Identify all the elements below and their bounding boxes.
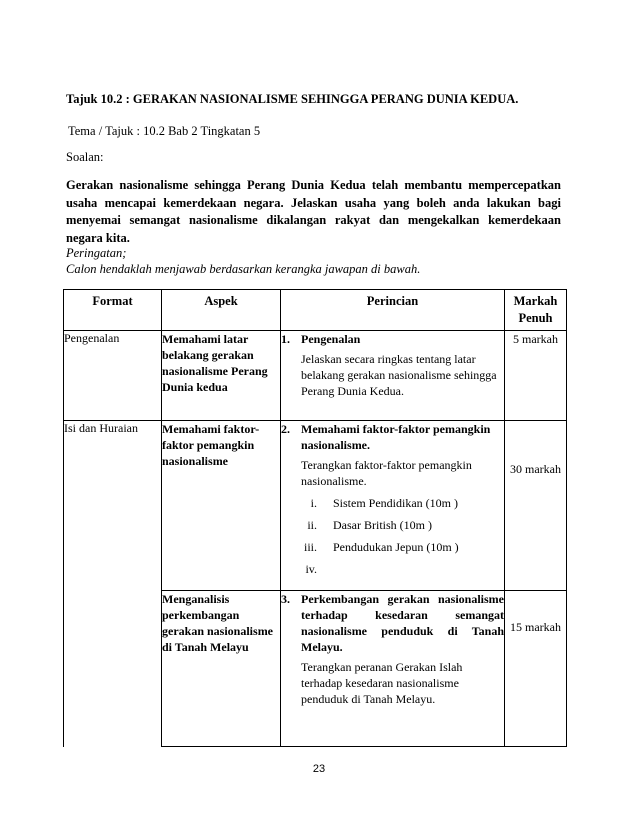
question-line: menyemai semangat nasionalisme dikalangan rakyat dan mengekalkan kemerdekaan	[66, 213, 561, 227]
heading-text: Perkembangan gerakan nasionalisme terhadap kesedaran semangat nasionalisme penduduk di Tanah Melayu.	[301, 592, 504, 654]
markah-cell: 30 markah	[505, 421, 567, 591]
question-label: Soalan:	[66, 150, 104, 164]
warning-label: Peringatan;	[66, 246, 127, 260]
topic-title: Tajuk 10.2 : GERAKAN NASIONALISME SEHINGGA PERANG DUNIA KEDUA.	[66, 92, 519, 106]
header-format: Format	[64, 290, 162, 331]
aspek-cell: Menganalisis perkembangan gerakan nasionalisme di Tanah Melayu	[162, 591, 281, 747]
question-text	[66, 177, 561, 247]
roman-numeral: i.	[310, 496, 317, 510]
perincian-heading	[281, 331, 504, 347]
perincian-detail: Terangkan peranan Gerakan Islah terhadap kesedaran nasionalisme penduduk di Tanah Melayu.	[301, 660, 463, 706]
sub-item	[281, 561, 504, 577]
perincian-detail: Jelaskan secara ringkas tentang latar belakang gerakan nasionalisme sehingga Perang Dunia Kedua.	[301, 352, 497, 398]
table-header-row	[64, 290, 567, 331]
sub-item	[281, 539, 504, 555]
theme-line: Tema / Tajuk : 10.2 Bab 2 Tingkatan 5	[68, 124, 261, 138]
markah-cell: 5 markah	[505, 331, 567, 421]
sub-item-text: Sistem Pendidikan (10m )	[333, 496, 458, 510]
sub-item	[281, 517, 504, 533]
perincian-detail: Terangkan faktor-faktor pemangkin nasionalisme.	[301, 458, 472, 488]
aspek-cell: Memahami latar belakang gerakan nasionalisme Perang Dunia kedua	[162, 331, 281, 421]
question-line: Gerakan nasionalisme sehingga Perang Dunia Kedua telah membantu mempercepatkan	[66, 178, 561, 192]
heading-text: Pengenalan	[301, 332, 361, 346]
perincian-heading	[281, 591, 504, 655]
item-number: 3.	[281, 592, 290, 606]
table-row	[64, 331, 567, 421]
aspek-cell: Memahami faktor-faktor pemangkin nasionalisme	[162, 421, 281, 591]
roman-numeral: iii.	[303, 540, 317, 554]
sub-item-text: Dasar British (10m )	[333, 518, 432, 532]
warning-text: Calon hendaklah menjawab berdasarkan kerangka jawapan di bawah.	[66, 262, 421, 276]
perincian-heading	[281, 421, 504, 453]
table-row	[64, 421, 567, 591]
answer-framework-table	[63, 289, 567, 747]
sub-item-text: Pendudukan Jepun (10m )	[333, 540, 459, 554]
perincian-cell	[281, 421, 505, 591]
item-number: 2.	[281, 422, 290, 436]
perincian-cell	[281, 591, 505, 747]
header-aspek: Aspek	[162, 290, 281, 331]
item-number: 1.	[281, 332, 290, 346]
page-number: 23	[312, 763, 326, 775]
markah-cell: 15 markah	[505, 591, 567, 747]
format-cell: Isi dan Huraian	[64, 421, 162, 747]
roman-numeral: ii.	[307, 518, 317, 532]
warning-block	[66, 245, 420, 277]
header-markah: Markah Penuh	[505, 290, 567, 331]
sub-item	[281, 495, 504, 511]
format-cell: Pengenalan	[64, 331, 162, 421]
heading-text: Memahami faktor-faktor pemangkin nasionalisme.	[301, 422, 491, 452]
question-line: usaha mencapai kemerdekaan negara. Jelaskan usaha yang boleh anda lakukan bagi	[66, 195, 561, 210]
question-line: negara kita.	[66, 230, 130, 245]
perincian-cell	[281, 331, 505, 421]
roman-numeral: iv.	[305, 562, 317, 576]
header-perincian: Perincian	[281, 290, 505, 331]
